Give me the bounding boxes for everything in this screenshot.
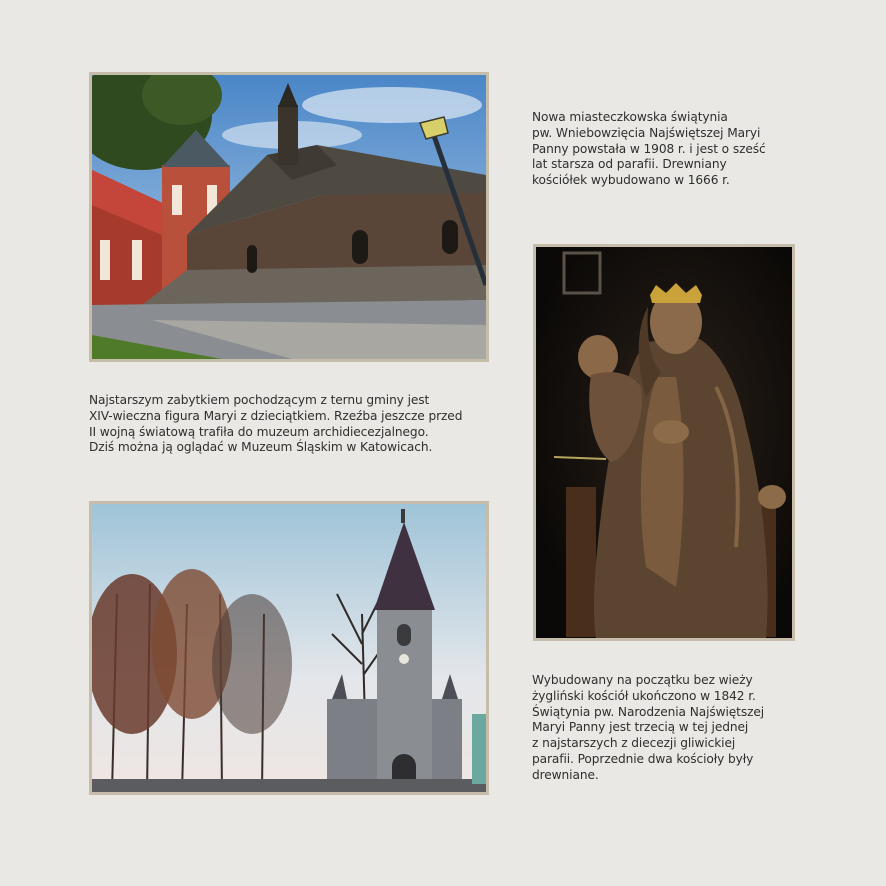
photo-wooden-church [89, 72, 489, 362]
wooden-church-illustration [92, 75, 486, 359]
caption-line: XIV-wieczna figura Maryi z dzieciątkiem. Rzeźba jeszcze przed [89, 408, 463, 423]
caption-line: II wojną światową trafiła do muzeum archidiecezjalnego. [89, 424, 429, 439]
caption-line: Dziś można ją oglądać w Muzeum Śląskim w Katowicach. [89, 440, 433, 455]
caption-line: Najstarszym zabytkiem pochodzącym z ternu gminy jest [89, 393, 430, 407]
caption-madonna [89, 393, 462, 456]
caption-new-church [532, 110, 766, 189]
photo-madonna-sculpture [533, 244, 795, 641]
stone-church-illustration [92, 504, 486, 792]
photo-stone-church [89, 501, 489, 795]
caption-line: parafii. Poprzednie dwa kościoły były [532, 751, 754, 766]
caption-line: kościółek wybudowano w 1666 r. [532, 173, 730, 188]
caption-stone-church [532, 673, 764, 784]
caption-line: lat starsza od parafii. Drewniany [532, 157, 727, 172]
caption-line: Nowa miasteczkowska świątynia [532, 110, 728, 124]
caption-line: z najstarszych z diecezji gliwickiej [532, 736, 736, 751]
caption-line: Świątynia pw. Narodzenia Najświętszej [532, 704, 765, 719]
caption-line: Panny powstała w 1908 r. i jest o sześć [532, 141, 766, 156]
madonna-sculpture-illustration [536, 247, 792, 638]
caption-line: żygliński kościół ukończono w 1842 r. [532, 688, 756, 703]
caption-line: drewniane. [532, 767, 599, 782]
caption-line: Maryi Panny jest trzecią w tej jednej [532, 720, 749, 735]
caption-line: Wybudowany na początku bez wieży [532, 673, 753, 687]
caption-line: pw. Wniebowzięcia Najświętszej Maryi [532, 125, 761, 140]
